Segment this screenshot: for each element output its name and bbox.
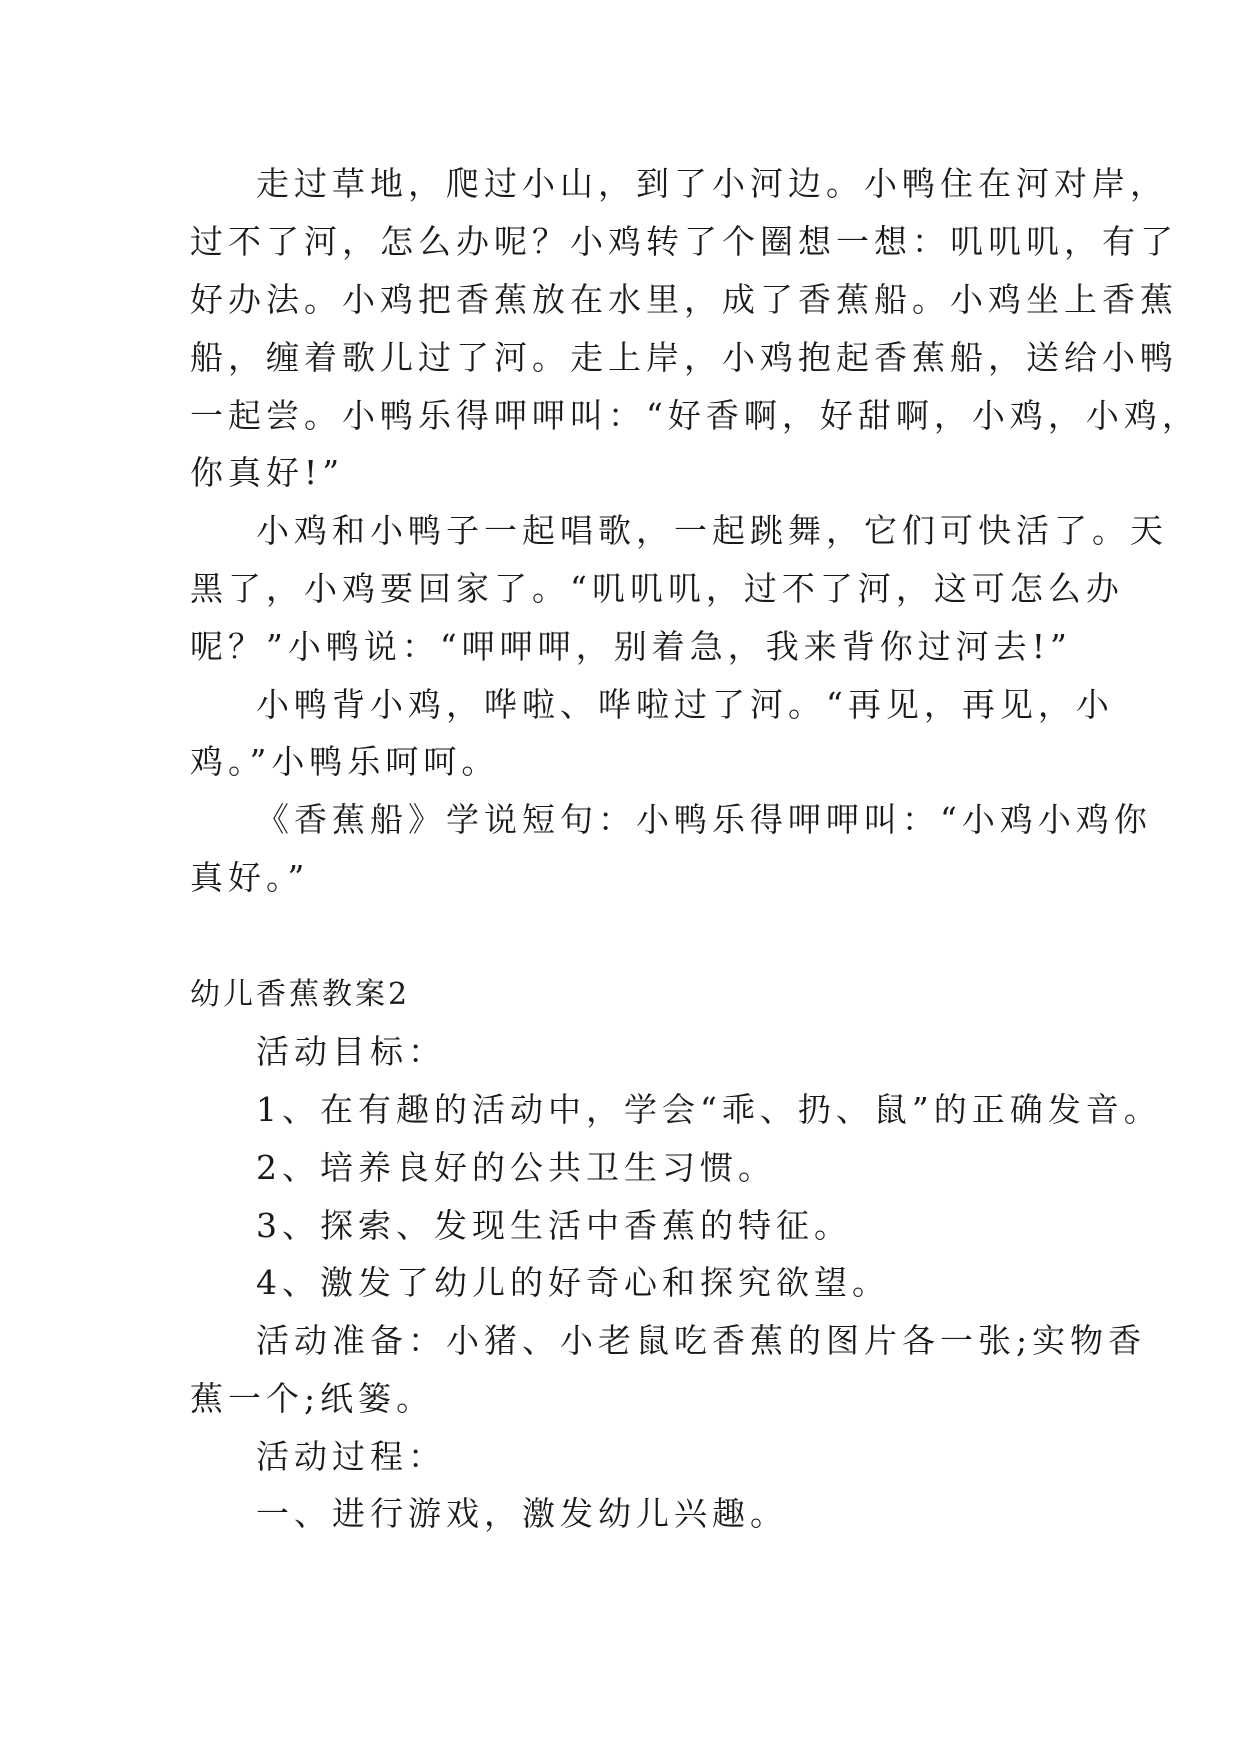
goal-item-2: 2、培养良好的公共卫生习惯。 xyxy=(256,1148,776,1187)
lesson-title: 幼儿香蕉教案2 xyxy=(190,977,411,1012)
goal-item-4: 4、激发了幼儿的好奇心和探究欲望。 xyxy=(256,1263,890,1302)
story-p1-line-2: 过不了河，怎么办呢？小鸡转了个圈想一想：叽叽叽，有了 xyxy=(190,222,1178,261)
story-p2-line-3: 呢？”小鸭说：“呷呷呷，别着急，我来背你过河去!” xyxy=(190,627,1072,666)
story-p3-line-2: 鸡。”小鸭乐呵呵。 xyxy=(190,742,500,781)
story-p4-line-1: 《香蕉船》学说短句：小鸭乐得呷呷叫：“小鸡小鸡你 xyxy=(256,800,1152,839)
story-p3-line-1: 小鸭背小鸡，哗啦、哗啦过了河。“再见，再见，小 xyxy=(256,685,1114,724)
prep-line-2: 蕉一个;纸篓。 xyxy=(190,1379,435,1418)
story-p2-line-2: 黑了，小鸡要回家了。“叽叽叽，过不了河，这可怎么办 xyxy=(190,569,1124,608)
story-p1-line-1: 走过草地，爬过小山，到了小河边。小鸭住在河对岸， xyxy=(256,164,1168,203)
process-label: 活动过程： xyxy=(256,1437,446,1476)
goals-label: 活动目标： xyxy=(256,1032,446,1071)
story-p1-line-3: 好办法。小鸡把香蕉放在水里，成了香蕉船。小鸡坐上香蕉 xyxy=(190,280,1178,319)
story-p4-line-2: 真好。” xyxy=(190,858,310,897)
process-step-1: 一、进行游戏，激发幼儿兴趣。 xyxy=(256,1494,788,1533)
goal-item-1: 1、在有趣的活动中，学会“乖、扔、鼠”的正确发音。 xyxy=(256,1090,1162,1129)
story-p1-line-4: 船，缠着歌儿过了河。走上岸，小鸡抱起香蕉船，送给小鸭 xyxy=(190,338,1178,377)
prep-line-1: 活动准备：小猪、小老鼠吃香蕉的图片各一张;实物香 xyxy=(256,1321,1147,1360)
story-p1-line-5: 一起尝。小鸭乐得呷呷叫：“好香啊，好甜啊，小鸡，小鸡， xyxy=(190,396,1200,435)
goal-item-3: 3、探索、发现生活中香蕉的特征。 xyxy=(256,1206,852,1245)
story-p1-line-6: 你真好!” xyxy=(190,453,345,492)
story-p2-line-1: 小鸡和小鸭子一起唱歌，一起跳舞，它们可快活了。天 xyxy=(256,511,1168,550)
